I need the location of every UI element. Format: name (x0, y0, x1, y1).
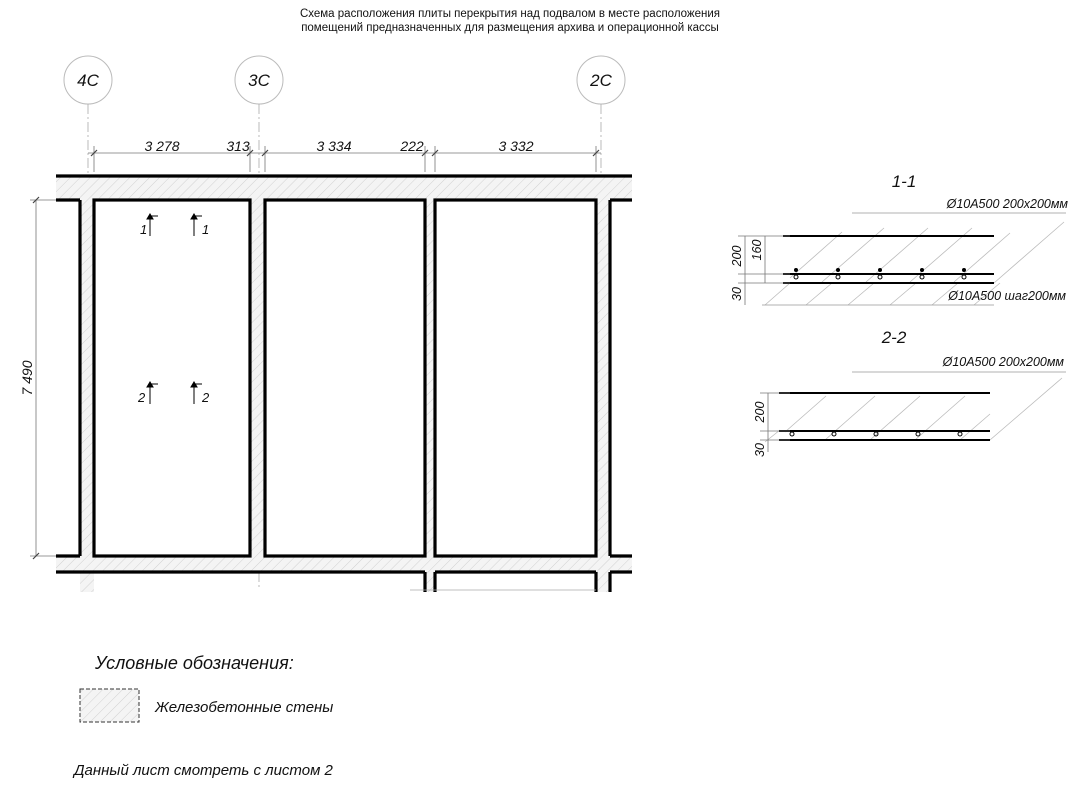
svg-text:4С: 4С (77, 71, 99, 90)
section-cut-1-left-label: 1 (140, 222, 148, 237)
section-2-2-dim-30: 30 (753, 443, 767, 457)
axis-marker-3c (235, 56, 283, 104)
section-2-2-top-rebar: Ø10А500 200х200мм (942, 355, 1064, 369)
legend-wall-swatch (80, 689, 139, 722)
dimension-3334: 3 334 (316, 138, 352, 154)
section-1-1-bottom-rebar: Ø10А500 шаг200мм (948, 289, 1066, 303)
dimension-7490: 7 490 (19, 360, 35, 396)
axis-marker-2c (577, 56, 625, 104)
axis-marker-4c (64, 56, 112, 104)
legend-title: Условные обозначения: (95, 653, 294, 673)
section-cut-1 (147, 214, 202, 236)
section-1-1-title: 1-1 (891, 172, 917, 191)
drawing-title-line-1: Схема расположения плиты перекрытия над подвалом в месте расположения (299, 8, 721, 20)
section-2-2-dim-200: 200 (753, 401, 767, 423)
section-cut-2-right-label: 2 (202, 390, 210, 405)
wall-outlines (56, 176, 632, 592)
concrete-walls (56, 176, 632, 592)
drawing-title-line-2: помещений предназначенных для размещения архива и операционной кассы (301, 22, 719, 34)
section-cut-1-right-label: 1 (202, 222, 210, 237)
section-1-1-dim-160: 160 (750, 239, 764, 261)
section-1-1-top-rebar: Ø10А500 200х200мм (946, 197, 1068, 211)
section-1-1-dim-30: 30 (730, 287, 744, 301)
section-cut-2 (147, 382, 202, 404)
sheet-note: Данный лист смотреть с листом 2 (74, 762, 333, 779)
svg-text:2С: 2С (590, 71, 612, 90)
section-cut-2-left-label: 2 (138, 390, 146, 405)
section-2-2-title: 2-2 (881, 328, 907, 347)
legend-wall-label: Железобетонные стены (155, 699, 334, 716)
dimension-3278: 3 278 (144, 138, 180, 154)
section-1-1-dim-200: 200 (730, 245, 744, 267)
section-2-2-drawing (760, 372, 1066, 452)
dimension-3332: 3 332 (498, 138, 534, 154)
dimension-222: 222 (400, 138, 424, 154)
svg-text:3С: 3С (248, 71, 270, 90)
dimension-313: 313 (226, 138, 250, 154)
